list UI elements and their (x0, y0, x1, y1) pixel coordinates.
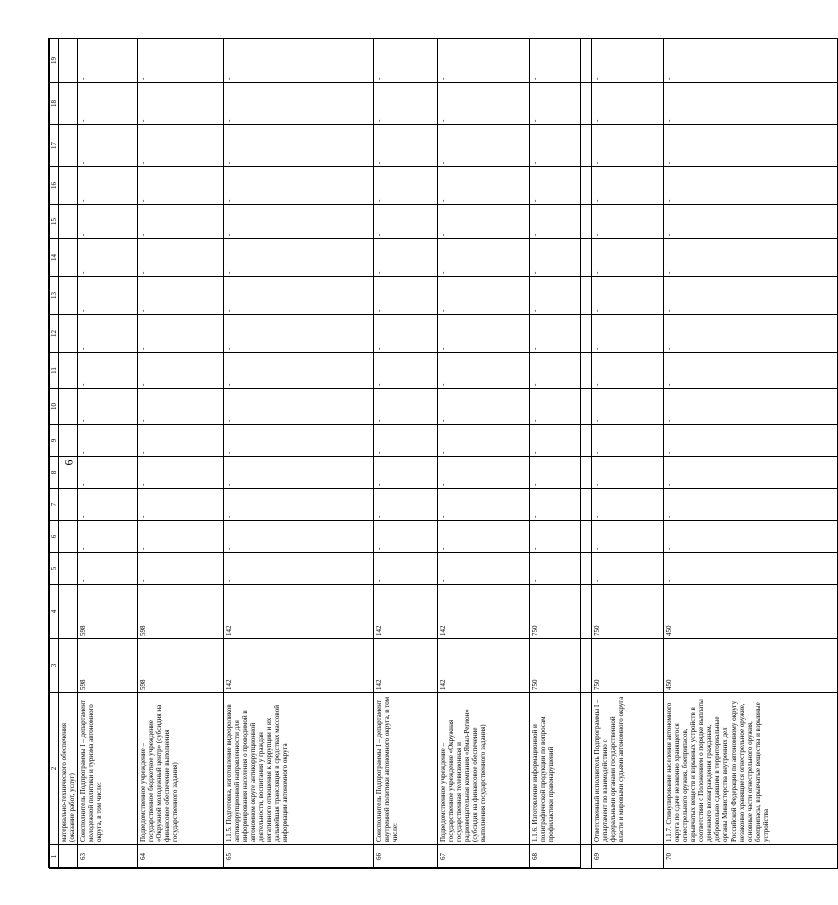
column-header: 17 (50, 125, 59, 167)
row-number (59, 845, 78, 869)
value-cell: - (138, 239, 224, 277)
table-row (374, 39, 438, 869)
value-cell: - (78, 277, 138, 315)
value-cell: - (78, 425, 138, 457)
value-cell: - (664, 125, 838, 167)
row-number: 66 (374, 845, 438, 869)
value-cell: - (530, 205, 592, 239)
value-cell: - (664, 315, 838, 353)
value-cell: - (592, 315, 664, 353)
value-cell (59, 353, 78, 389)
value-cell (59, 553, 78, 585)
table-row (592, 39, 664, 869)
value-cell: - (664, 353, 838, 389)
column-header: 4 (50, 585, 59, 639)
value-cell: - (374, 315, 438, 353)
value-cell: - (592, 353, 664, 389)
value-cell: - (664, 521, 838, 553)
value-cell (59, 315, 78, 353)
column-header: 8 (50, 457, 59, 489)
table-row (438, 39, 530, 869)
value-cell (59, 457, 78, 489)
value-cell: - (530, 521, 592, 553)
table-row (224, 39, 374, 869)
value-cell (59, 521, 78, 553)
value-cell: - (374, 521, 438, 553)
value-cell: - (138, 457, 224, 489)
value-cell: - (664, 167, 838, 205)
value-cell: - (592, 389, 664, 425)
value-cell: - (374, 277, 438, 315)
rotated-table-container (49, 39, 770, 869)
value-cell: - (664, 457, 838, 489)
value-cell (59, 239, 78, 277)
column-header: 14 (50, 239, 59, 277)
value-cell: - (592, 425, 664, 457)
value-cell: - (78, 39, 138, 83)
row-description: Соисполнитель Подпрограммы I – департамент внутренней политики автономного округа, в том числе: (374, 693, 438, 845)
value-cell: - (138, 315, 224, 353)
value-cell: - (138, 353, 224, 389)
value-cell: - (224, 205, 374, 239)
value-cell: - (438, 553, 530, 585)
value-cell: - (664, 489, 838, 521)
row-description: 1.1.5. Подготовка, изготовление видеороликов антикоррупционной направленности для информирования населения о проводимой в автономном округе антикоррупционной деятельности, воспитания у граждан негативного отношения к коррупции и их дальнейшая трансляция в средствах массовой информации автономного округа (224, 693, 374, 845)
value-cell: - (224, 39, 374, 83)
value-cell: - (224, 83, 374, 125)
row-number: 67 (438, 845, 530, 869)
row-description: Ответственный исполнитель Подпрограммы I – департамент по взаимодействию с федеральными органами государственной власти и мировыми судьями автономного округа (592, 693, 664, 845)
row-description: 1.1.6. Изготовление информационной и полиграфической продукции по вопросам профилактики правонарушений (530, 693, 592, 845)
value-cell: - (530, 489, 592, 521)
value-cell: - (224, 389, 374, 425)
value-cell: - (224, 521, 374, 553)
value-cell: - (374, 83, 438, 125)
table-row (59, 39, 78, 869)
value-cell: - (374, 125, 438, 167)
value-cell: 750 (592, 585, 664, 639)
row-number: 68 (530, 845, 592, 869)
value-cell: - (438, 125, 530, 167)
value-cell: 750 (592, 639, 664, 693)
value-cell: - (592, 39, 664, 83)
value-cell: 598 (138, 639, 224, 693)
value-cell: - (138, 489, 224, 521)
value-cell: - (374, 353, 438, 389)
value-cell: - (664, 39, 838, 83)
value-cell: 142 (224, 585, 374, 639)
value-cell: - (374, 205, 438, 239)
value-cell: - (224, 239, 374, 277)
value-cell: - (592, 205, 664, 239)
value-cell: - (138, 167, 224, 205)
value-cell: - (438, 167, 530, 205)
value-cell: 450 (664, 585, 838, 639)
value-cell: - (530, 315, 592, 353)
value-cell: - (438, 353, 530, 389)
value-cell: - (438, 489, 530, 521)
column-header: 9 (50, 425, 59, 457)
row-number: 63 (78, 845, 138, 869)
budget-table (49, 38, 838, 869)
row-number: 64 (138, 845, 224, 869)
column-header: 5 (50, 553, 59, 585)
value-cell: - (224, 125, 374, 167)
value-cell: - (224, 489, 374, 521)
value-cell: - (138, 521, 224, 553)
value-cell: - (374, 425, 438, 457)
value-cell: 142 (374, 639, 438, 693)
value-cell: - (592, 125, 664, 167)
value-cell: - (664, 277, 838, 315)
column-header: 18 (50, 83, 59, 125)
value-cell: 598 (138, 585, 224, 639)
column-header: 13 (50, 277, 59, 315)
value-cell: - (138, 277, 224, 315)
value-cell: - (138, 83, 224, 125)
value-cell: - (530, 83, 592, 125)
value-cell: 142 (438, 585, 530, 639)
row-description: Соисполнитель Подпрограммы I – департамент молодежной политики и туризма автономного округа, в том числе: (78, 693, 138, 845)
value-cell: - (530, 389, 592, 425)
value-cell: - (78, 553, 138, 585)
value-cell: - (438, 315, 530, 353)
value-cell: - (224, 457, 374, 489)
value-cell (59, 489, 78, 521)
value-cell: - (438, 389, 530, 425)
value-cell (59, 39, 78, 83)
value-cell (59, 425, 78, 457)
value-cell (59, 125, 78, 167)
value-cell: - (138, 389, 224, 425)
value-cell: - (438, 277, 530, 315)
row-description: материально-технического обеспечения (оказание работ, услуг) (59, 693, 78, 845)
row-number: 70 (664, 845, 838, 869)
value-cell: - (438, 425, 530, 457)
value-cell: - (78, 389, 138, 425)
table-row (138, 39, 224, 869)
value-cell: - (78, 315, 138, 353)
table-row (664, 39, 838, 869)
value-cell: - (664, 205, 838, 239)
header-row (50, 39, 59, 869)
column-header: 15 (50, 205, 59, 239)
value-cell: - (374, 553, 438, 585)
value-cell: - (530, 457, 592, 489)
value-cell: - (592, 167, 664, 205)
column-header: 19 (50, 39, 59, 83)
value-cell: - (592, 277, 664, 315)
value-cell: - (374, 489, 438, 521)
value-cell: - (664, 425, 838, 457)
value-cell: - (374, 167, 438, 205)
value-cell: - (530, 353, 592, 389)
table-row (78, 39, 138, 869)
value-cell (59, 167, 78, 205)
column-header: 1 (50, 845, 59, 869)
value-cell: - (592, 239, 664, 277)
value-cell: - (592, 489, 664, 521)
value-cell: - (78, 83, 138, 125)
value-cell: - (78, 521, 138, 553)
value-cell: - (664, 389, 838, 425)
value-cell: - (374, 389, 438, 425)
value-cell: 142 (438, 639, 530, 693)
value-cell: - (530, 125, 592, 167)
value-cell: - (530, 39, 592, 83)
value-cell: - (530, 425, 592, 457)
column-header: 7 (50, 489, 59, 521)
value-cell: - (438, 239, 530, 277)
value-cell: 750 (530, 585, 592, 639)
value-cell: - (664, 553, 838, 585)
value-cell: - (592, 521, 664, 553)
value-cell: 750 (530, 639, 592, 693)
value-cell: - (224, 425, 374, 457)
value-cell (59, 389, 78, 425)
row-description: Подведомственное учреждение – государственное учреждение «Окружная государственная телевизионная и радиовещательная компания «Ямал-Регион» (субсидия на финансовое обеспечение выполнения государственного задания) (438, 693, 530, 845)
row-description: Подведомственное учреждение – государственное бюджетное учреждение «Окружной молодежный центр» (субсидия на финансовое обеспечение выполнения государственного задания) (138, 693, 224, 845)
value-cell: - (592, 553, 664, 585)
value-cell: - (78, 353, 138, 389)
row-number: 69 (592, 845, 664, 869)
value-cell: - (664, 239, 838, 277)
value-cell: 598 (78, 639, 138, 693)
value-cell: - (530, 553, 592, 585)
value-cell: - (374, 457, 438, 489)
column-header: 12 (50, 315, 59, 353)
row-number: 65 (224, 845, 374, 869)
value-cell: - (78, 205, 138, 239)
value-cell: 142 (374, 585, 438, 639)
value-cell: - (438, 39, 530, 83)
value-cell: 142 (224, 639, 374, 693)
value-cell: - (138, 39, 224, 83)
value-cell: - (224, 315, 374, 353)
value-cell: - (592, 83, 664, 125)
value-cell: - (438, 521, 530, 553)
value-cell: - (530, 277, 592, 315)
value-cell: - (224, 277, 374, 315)
value-cell: - (78, 239, 138, 277)
value-cell: - (224, 167, 374, 205)
value-cell: - (438, 83, 530, 125)
value-cell: - (224, 553, 374, 585)
value-cell (59, 639, 78, 693)
value-cell: - (138, 125, 224, 167)
value-cell: - (374, 239, 438, 277)
table-row (530, 39, 592, 869)
value-cell (59, 277, 78, 315)
value-cell: - (438, 457, 530, 489)
value-cell: 450 (664, 639, 838, 693)
row-description: 1.1.7. Стимулирование населения автономного округа по сдаче незаконно хранящегося огнестрельного оружия, боеприпасов, взрывчатых веществ и взрывных устройств в соответствии с Положением о порядке выплаты денежного вознаграждения гражданам, добровольно сдавшим в территориальные органы Министерства внутренних дел Российской Федерации по автономному округу незаконно хранящиеся огнестрельное оружие, основные части огнестрельного оружия, боеприпасы, взрывчатые вещества и взрывные устройства (664, 693, 838, 845)
value-cell: - (78, 489, 138, 521)
value-cell: - (664, 83, 838, 125)
value-cell: - (224, 353, 374, 389)
value-cell: - (592, 457, 664, 489)
page-number: 6 (61, 459, 76, 466)
value-cell: 598 (78, 585, 138, 639)
column-header: 2 (50, 693, 59, 845)
value-cell (59, 205, 78, 239)
value-cell: - (138, 425, 224, 457)
value-cell (59, 83, 78, 125)
value-cell: - (530, 167, 592, 205)
value-cell (59, 585, 78, 639)
column-header: 11 (50, 353, 59, 389)
column-header: 10 (50, 389, 59, 425)
value-cell: - (374, 39, 438, 83)
column-header: 6 (50, 521, 59, 553)
value-cell: - (530, 239, 592, 277)
budget-table-sheet (48, 38, 770, 868)
value-cell: - (78, 457, 138, 489)
value-cell: - (78, 167, 138, 205)
value-cell: - (138, 553, 224, 585)
value-cell: - (438, 205, 530, 239)
column-header: 16 (50, 167, 59, 205)
value-cell: - (138, 205, 224, 239)
column-header: 3 (50, 639, 59, 693)
value-cell: - (78, 125, 138, 167)
